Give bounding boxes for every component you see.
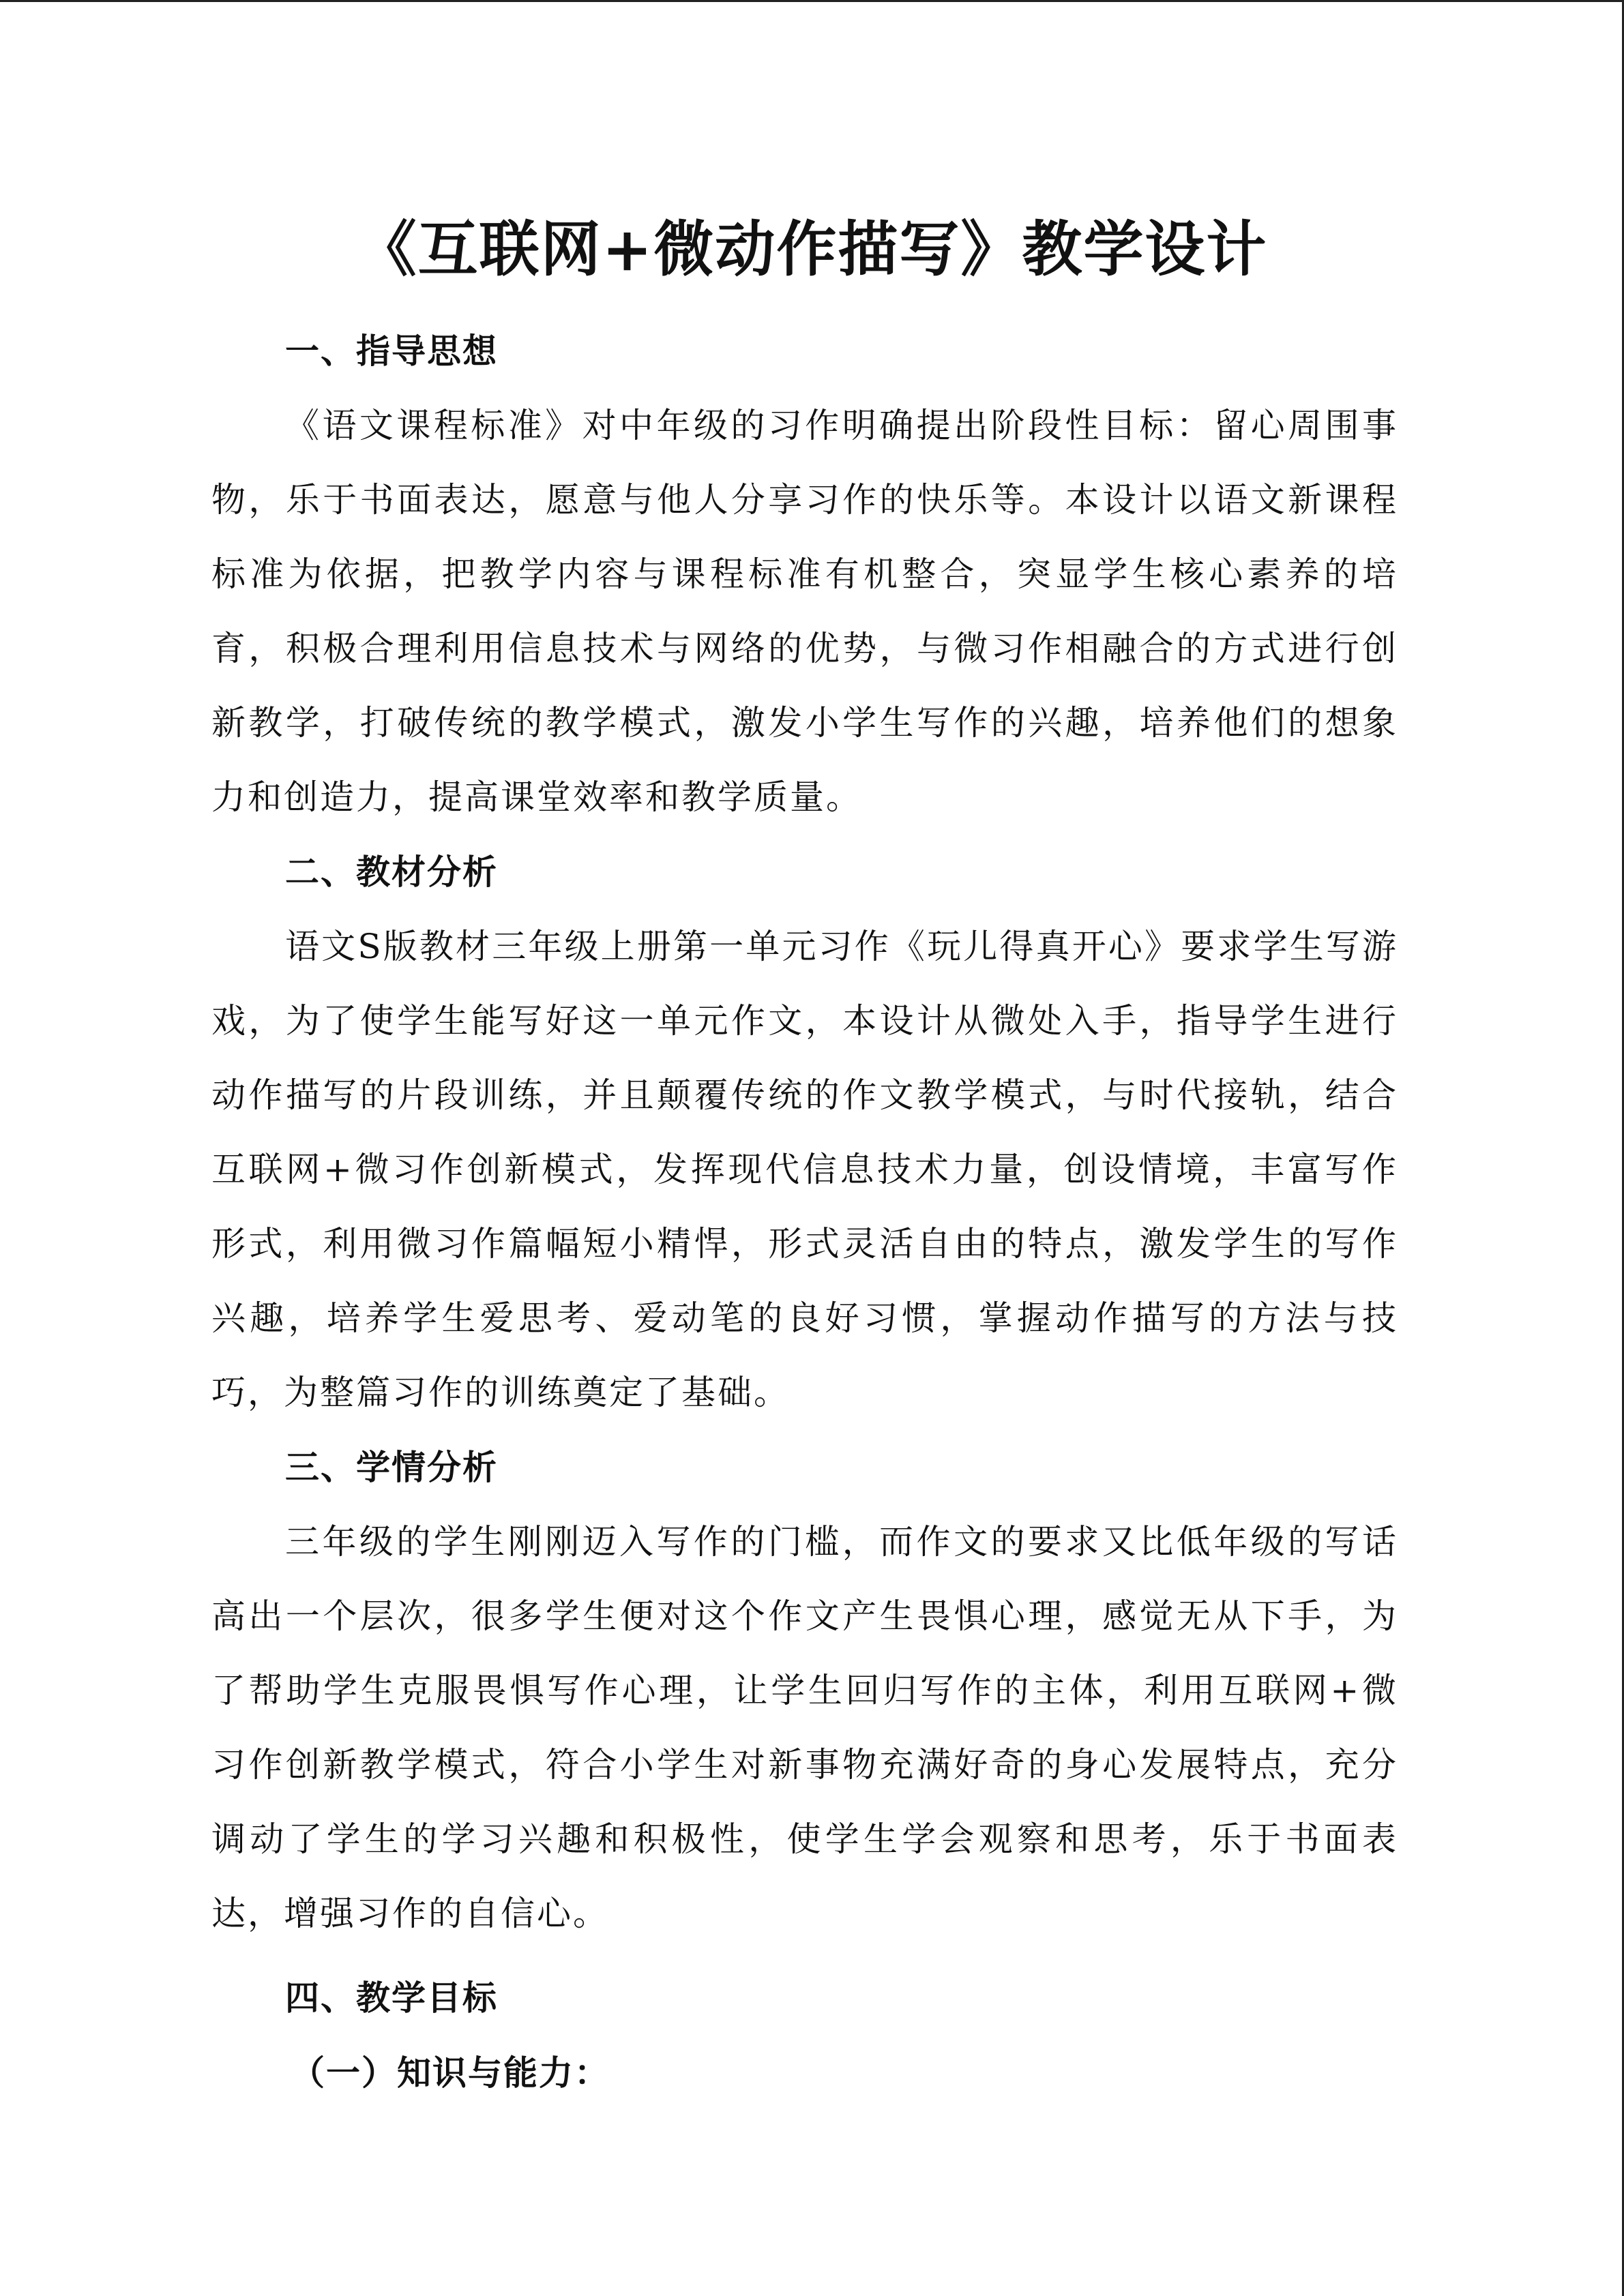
section-heading-student-analysis: 三、学情分析 <box>285 1447 498 1487</box>
section-paragraph-student-analysis: 三年级的学生刚刚迈入写作的门槛，而作文的要求又比低年级的写话高出一个层次，很多学生便对这个作文产生畏惧心理，感觉无从下手，为了帮助学生克服畏惧写作心理，让学生回归写作的主体，利用互联网+微习作创新教学模式，符合小学生对新事物充满好奇的身心发展特点，充分调动了学生的学习兴趣和积极性，使学生学会观察和思考，乐于书面表达，增强习作的自信心。 <box>211 1522 1398 1933</box>
document-body <box>211 314 1398 2111</box>
section-heading-guiding-thought: 一、指导思想 <box>285 331 498 371</box>
page-top-border <box>0 0 1624 2</box>
section-heading-textbook-analysis: 二、教材分析 <box>285 852 498 892</box>
subheading-knowledge-ability: （一）知识与能力： <box>291 2053 610 2093</box>
section-paragraph-textbook-analysis: 语文S版教材三年级上册第一单元习作《玩儿得真开心》要求学生写游戏，为了使学生能写好这一单元作文，本设计从微处入手，指导学生进行动作描写的片段训练，并且颠覆传统的作文教学模式，与时代接轨，结合互联网+微习作创新模式，发挥现代信息技术力量，创设情境，丰富写作形式，利用微习作篇幅短小精悍，形式灵活自由的特点，激发学生的写作兴趣，培养学生爱思考、爱动笔的良好习惯，掌握动作描写的方法与技巧，为整篇习作的训练奠定了基础。 <box>211 927 1398 1412</box>
document-title: 《互联网+微动作描写》教学设计 <box>356 213 1268 284</box>
section-heading-teaching-goals: 四、教学目标 <box>285 1978 498 2018</box>
spacer <box>211 1951 1398 1960</box>
section-paragraph-guiding-thought: 《语文课程标准》对中年级的习作明确提出阶段性目标：留心周围事物，乐于书面表达，愿意与他人分享习作的快乐等。本设计以语文新课程标准为依据，把教学内容与课程标准有机整合，突显学生核心素养的培育，积极合理利用信息技术与网络的优势，与微习作相融合的方式进行创新教学，打破传统的教学模式，激发小学生写作的兴趣，培养他们的想象力和创造力，提高课堂效率和教学质量。 <box>211 406 1398 817</box>
